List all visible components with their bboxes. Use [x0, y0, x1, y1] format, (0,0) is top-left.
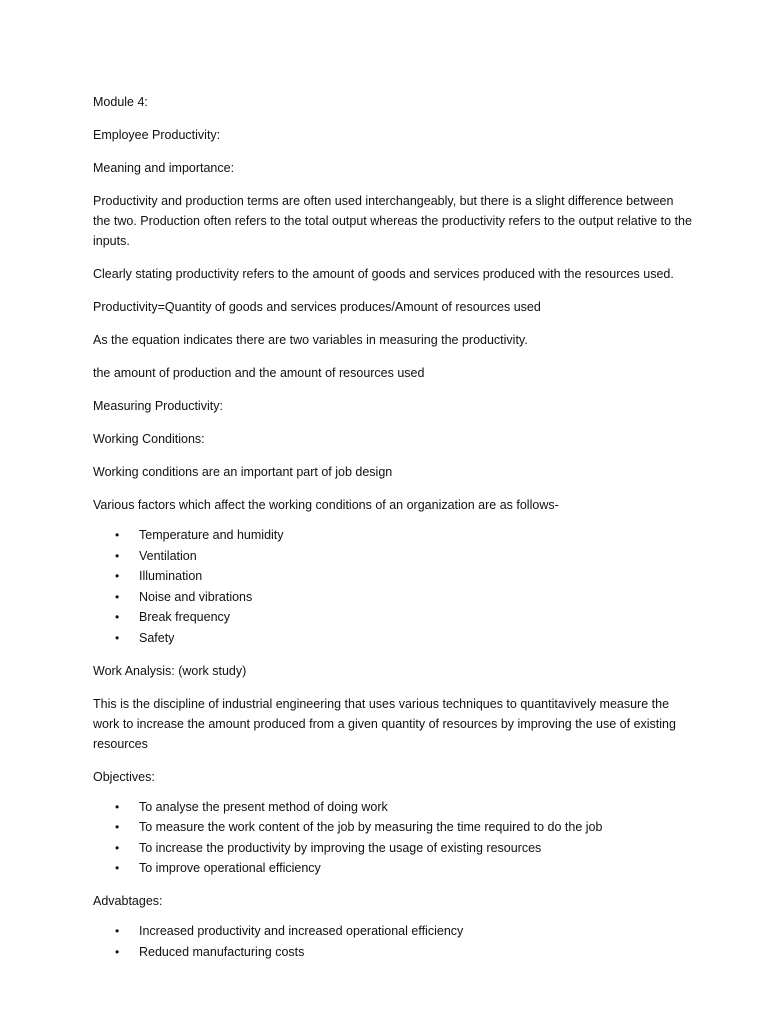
- objectives-heading: Objectives:: [93, 769, 155, 784]
- list-item: [93, 628, 693, 649]
- list-item: [93, 921, 693, 942]
- bullet-icon: •: [115, 589, 120, 604]
- list-item: [93, 546, 693, 567]
- list-item-text: To increase the productivity by improving the usage of existing resources: [139, 840, 542, 855]
- bullet-icon: •: [115, 820, 120, 835]
- list-item: [93, 942, 693, 963]
- factors-paragraph: Various factors which affect the working conditions of an organization are as follows-: [93, 498, 559, 512]
- bullet-icon: •: [115, 630, 120, 645]
- list-item: [93, 817, 693, 838]
- advantages-list: [93, 921, 693, 962]
- list-item: [93, 838, 693, 859]
- bullet-icon: •: [115, 861, 120, 876]
- list-item-text: Illumination: [139, 569, 203, 584]
- intro-paragraph: Productivity and production terms are often used interchangeably, but there is a slight difference between the two. Production often refers to the total output whereas the productivity refers to the output relative to the inputs.: [93, 194, 692, 248]
- work-analysis-heading: Work Analysis: (work study): [93, 663, 247, 678]
- bullet-icon: •: [115, 610, 120, 625]
- document-body: [93, 92, 693, 974]
- list-item: [93, 858, 693, 879]
- list-item-text: Increased productivity and increased operational efficiency: [139, 923, 464, 938]
- equation-paragraph: As the equation indicates there are two variables in measuring the productivity.: [93, 333, 528, 347]
- list-item: [93, 525, 693, 546]
- list-item-text: Ventilation: [139, 548, 197, 563]
- bullet-icon: •: [115, 548, 120, 563]
- working-conditions-paragraph: Working conditions are an important part of job design: [93, 465, 393, 479]
- clearly-paragraph: Clearly stating productivity refers to the amount of goods and services produced with the resources used.: [93, 267, 674, 281]
- bullet-icon: •: [115, 528, 120, 542]
- working-conditions-heading: Working Conditions:: [93, 432, 205, 446]
- meaning-heading: Meaning and importance:: [93, 161, 235, 175]
- page-title: Employee Productivity:: [93, 128, 221, 142]
- list-item-text: To measure the work content of the job by measuring the time required to do the job: [139, 820, 603, 835]
- list-item: [93, 566, 693, 587]
- factors-list: [93, 525, 693, 649]
- measuring-heading: Measuring Productivity:: [93, 399, 223, 413]
- advantages-heading: Advabtages:: [93, 893, 163, 908]
- list-item: [93, 607, 693, 628]
- list-item: [93, 797, 693, 818]
- module-label: Module 4:: [93, 95, 148, 109]
- variables-paragraph: the amount of production and the amount of resources used: [93, 366, 425, 380]
- list-item-text: Temperature and humidity: [139, 528, 284, 542]
- objectives-list: [93, 797, 693, 879]
- list-item: [93, 587, 693, 608]
- list-item-text: To improve operational efficiency: [139, 861, 321, 876]
- bullet-icon: •: [115, 799, 120, 814]
- formula-line: Productivity=Quantity of goods and services produces/Amount of resources used: [93, 300, 541, 314]
- work-analysis-paragraph: This is the discipline of industrial engineering that uses various techniques to quantitavively measure the work to increase the amount produced from a given quantity of resources by improving the use of existing resources: [93, 696, 676, 751]
- list-item-text: Safety: [139, 630, 175, 645]
- list-item-text: To analyse the present method of doing work: [139, 799, 388, 814]
- bullet-icon: •: [115, 944, 120, 959]
- bullet-icon: •: [115, 569, 120, 584]
- list-item-text: Reduced manufacturing costs: [139, 944, 305, 959]
- bullet-icon: •: [115, 923, 120, 938]
- list-item-text: Break frequency: [139, 610, 231, 625]
- list-item-text: Noise and vibrations: [139, 589, 253, 604]
- bullet-icon: •: [115, 840, 120, 855]
